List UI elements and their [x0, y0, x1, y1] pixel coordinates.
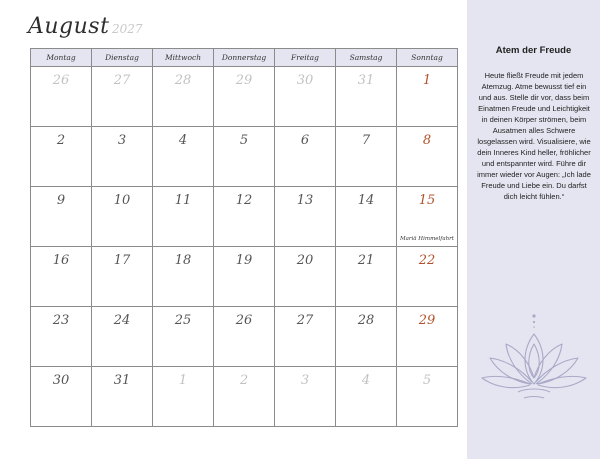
day-cell[interactable] — [214, 367, 275, 427]
day-number: 17 — [113, 253, 131, 268]
day-cell[interactable] — [214, 127, 275, 187]
weekday-tuesday: Dienstag — [92, 49, 153, 67]
day-number: 24 — [113, 313, 131, 328]
weekday-thursday: Donnerstag — [214, 49, 275, 67]
day-cell[interactable] — [397, 67, 458, 127]
day-number: 29 — [418, 313, 436, 328]
day-cell[interactable] — [275, 367, 336, 427]
day-cell[interactable] — [397, 367, 458, 427]
day-cell[interactable] — [214, 307, 275, 367]
weekday-saturday: Samstag — [336, 49, 397, 67]
day-cell[interactable] — [275, 187, 336, 247]
day-cell[interactable] — [153, 187, 214, 247]
week-row-4 — [31, 247, 458, 307]
day-number: 2 — [239, 373, 249, 388]
day-cell[interactable] — [92, 247, 153, 307]
week-row-3 — [31, 187, 458, 247]
day-cell[interactable] — [336, 67, 397, 127]
day-number: 29 — [235, 73, 253, 88]
day-cell[interactable] — [92, 307, 153, 367]
weekday-friday: Freitag — [275, 49, 336, 67]
day-cell[interactable] — [275, 67, 336, 127]
day-number: 23 — [52, 313, 70, 328]
week-row-1 — [31, 67, 458, 127]
day-cell[interactable] — [214, 187, 275, 247]
day-cell[interactable] — [336, 127, 397, 187]
day-number: 12 — [235, 193, 253, 208]
day-number: 28 — [174, 73, 192, 88]
day-number: 8 — [422, 133, 432, 148]
day-number: 28 — [357, 313, 375, 328]
day-number: 26 — [235, 313, 253, 328]
day-cell[interactable] — [275, 247, 336, 307]
day-number: 25 — [174, 313, 192, 328]
day-cell[interactable] — [92, 367, 153, 427]
day-cell[interactable] — [31, 187, 92, 247]
day-cell[interactable] — [397, 307, 458, 367]
day-cell[interactable] — [214, 247, 275, 307]
day-number: 18 — [174, 253, 192, 268]
week-row-5 — [31, 307, 458, 367]
day-number: 6 — [300, 133, 310, 148]
week-row-6 — [31, 367, 458, 427]
day-number: 22 — [418, 253, 436, 268]
day-cell[interactable] — [397, 127, 458, 187]
day-cell[interactable] — [336, 307, 397, 367]
day-number: 21 — [357, 253, 375, 268]
week-row-2 — [31, 127, 458, 187]
sidebar-text: Heute fließt Freude mit jedem Atemzug. Atme bewusst tief ein und aus. Stelle dir vor, dass beim Einatmen Freude und Leichtigkeit in deinen Körper strömen, beim Ausatmen alles Schwere losgelassen wird. Visualisiere, wie dein Inneres Kind heller, fröhlicher und entspannter wird. Führe dir immer wieder vor Augen: „Ich lade Freude und Liebe ein. Du darfst dich leicht fühlen.“ — [477, 71, 591, 201]
day-cell[interactable] — [92, 187, 153, 247]
sidebar-title: Atem der Freude — [495, 45, 572, 56]
day-number: 4 — [361, 373, 371, 388]
day-number: 31 — [357, 73, 375, 88]
day-cell[interactable] — [31, 367, 92, 427]
day-cell[interactable] — [31, 247, 92, 307]
day-number: 27 — [113, 73, 131, 88]
day-cell[interactable] — [153, 127, 214, 187]
day-cell[interactable] — [153, 67, 214, 127]
day-cell[interactable] — [153, 247, 214, 307]
day-number: 1 — [422, 73, 432, 88]
weekday-monday: Montag — [31, 49, 92, 67]
month-title: August — [28, 14, 110, 39]
day-number: 19 — [235, 253, 253, 268]
day-cell[interactable] — [153, 367, 214, 427]
weekday-wednesday: Mittwoch — [153, 49, 214, 67]
day-cell[interactable] — [336, 187, 397, 247]
calendar-grid — [30, 48, 458, 427]
day-cell[interactable] — [275, 307, 336, 367]
day-cell[interactable] — [31, 307, 92, 367]
weekday-sunday: Sonntag — [397, 49, 458, 67]
day-number: 30 — [52, 373, 70, 388]
lotus-icon — [478, 312, 590, 404]
day-number: 14 — [357, 193, 375, 208]
day-number: 20 — [296, 253, 314, 268]
day-number: 5 — [422, 373, 432, 388]
weekday-header-row — [31, 49, 458, 67]
day-number: 1 — [178, 373, 188, 388]
day-cell[interactable] — [397, 187, 458, 247]
day-cell[interactable] — [31, 67, 92, 127]
day-number: 2 — [56, 133, 66, 148]
day-number: 16 — [52, 253, 70, 268]
day-number: 4 — [178, 133, 188, 148]
month-year: 2027 — [112, 22, 143, 36]
day-number: 3 — [117, 133, 127, 148]
day-cell[interactable] — [31, 127, 92, 187]
day-number: 13 — [296, 193, 314, 208]
day-number: 11 — [174, 193, 192, 208]
day-number: 7 — [361, 133, 371, 148]
day-number: 5 — [239, 133, 249, 148]
day-number: 27 — [296, 313, 314, 328]
day-cell[interactable] — [336, 247, 397, 307]
day-cell[interactable] — [214, 67, 275, 127]
day-cell[interactable] — [92, 127, 153, 187]
day-cell[interactable] — [397, 247, 458, 307]
day-number: 9 — [56, 193, 66, 208]
day-number: 10 — [113, 193, 131, 208]
day-number: 30 — [296, 73, 314, 88]
day-cell[interactable] — [153, 307, 214, 367]
day-cell[interactable] — [336, 367, 397, 427]
holiday-note: Mariä Himmelfahrt — [399, 236, 454, 242]
day-number: 15 — [418, 193, 436, 208]
day-number: 31 — [113, 373, 131, 388]
day-number: 26 — [52, 73, 70, 88]
day-cell[interactable] — [275, 127, 336, 187]
day-number: 3 — [300, 373, 310, 388]
day-cell[interactable] — [92, 67, 153, 127]
